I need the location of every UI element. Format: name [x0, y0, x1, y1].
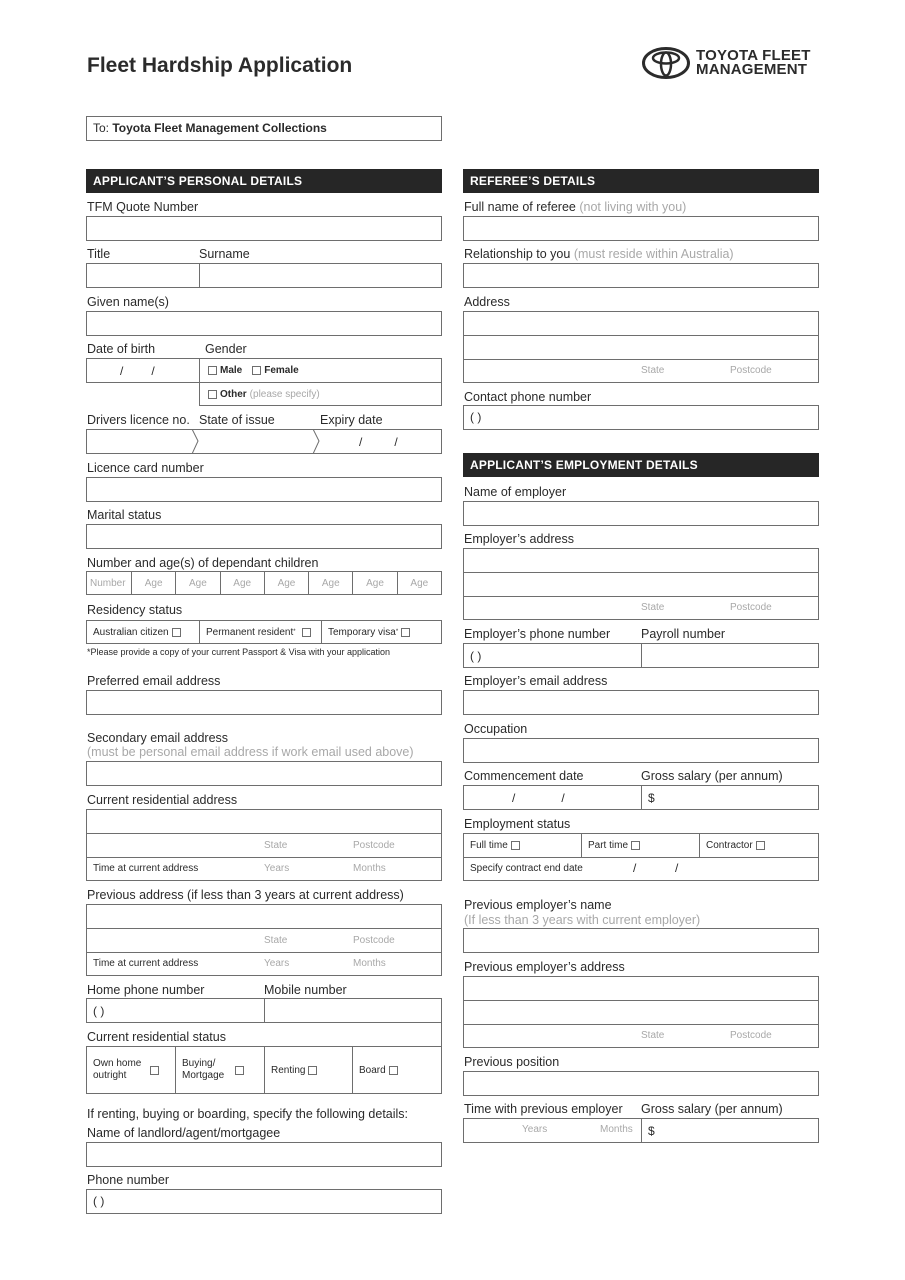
prev-employer-addr-line-2[interactable]	[464, 1000, 818, 1024]
dob-slash-1: /	[120, 363, 124, 378]
chevron-divider-icon	[311, 429, 321, 454]
logo-line-1: TOYOTA FLEET	[696, 47, 811, 64]
expiry-input[interactable]	[321, 430, 441, 453]
referee-name-hint: (not living with you)	[579, 200, 687, 214]
gender-male-checkbox[interactable]	[208, 366, 217, 375]
commencement-input[interactable]	[464, 786, 642, 809]
commencement-row	[463, 785, 819, 810]
mobile-input[interactable]	[265, 999, 441, 1022]
res-status-label: Current residential status	[87, 1030, 226, 1044]
expiry-slash-2: /	[394, 434, 398, 449]
prev-addr-line-2[interactable]	[87, 928, 441, 952]
residency-citizen-label: Australian citizen	[93, 626, 169, 638]
prev-position-label: Previous position	[464, 1055, 560, 1069]
state-hint: State	[641, 1030, 665, 1041]
state-hint: State	[641, 602, 665, 613]
referee-address-label: Address	[464, 295, 510, 309]
years-hint: Years	[264, 958, 290, 969]
section-header-employment: APPLICANT’S EMPLOYMENT DETAILS	[463, 453, 819, 477]
employer-phone-label: Employer’s phone number	[464, 627, 611, 641]
months-hint: Months	[353, 863, 386, 874]
pref-email-input[interactable]	[86, 690, 442, 715]
toyota-logo	[642, 47, 811, 79]
prev-salary-label: Gross salary (per annum)	[641, 1102, 783, 1116]
current-addr-line-2[interactable]	[87, 833, 441, 857]
referee-name-label-row	[464, 200, 686, 214]
time-at-addr-label: Time at current address	[93, 958, 199, 969]
dob-input[interactable]	[86, 358, 200, 383]
postcode-hint: Postcode	[353, 935, 395, 946]
postcode-hint: Postcode	[730, 365, 772, 376]
res-status-own[interactable]	[87, 1047, 176, 1093]
emp-status-contractor[interactable]	[700, 834, 818, 857]
current-addr-line-1[interactable]	[87, 810, 441, 833]
expiry-label: Expiry date	[320, 413, 383, 427]
sec-email-label: Secondary email address	[87, 731, 229, 745]
res-status-renting[interactable]	[265, 1047, 353, 1093]
child-age-input[interactable]: Age	[176, 572, 220, 594]
res-status-renting-checkbox[interactable]	[308, 1066, 317, 1075]
state-hint: State	[264, 935, 288, 946]
child-age-input[interactable]: Age	[309, 572, 353, 594]
current-addr-label: Current residential address	[87, 793, 238, 807]
prev-addr-box	[86, 904, 442, 976]
recipient-name: Toyota Fleet Management Collections	[112, 121, 327, 135]
mobile-label: Mobile number	[264, 983, 347, 997]
marital-input[interactable]	[86, 524, 442, 549]
postcode-hint: Postcode	[730, 1030, 772, 1041]
gross-salary-input[interactable]: $	[648, 790, 655, 805]
residency-row	[86, 620, 442, 644]
res-status-board-label: Board	[359, 1064, 386, 1076]
gender-female-checkbox[interactable]	[252, 366, 261, 375]
prev-addr-line-1[interactable]	[87, 905, 441, 928]
prev-position-input[interactable]	[463, 1071, 819, 1096]
prev-employer-addr-line-3[interactable]	[464, 1024, 818, 1047]
licence-card-label: Licence card number	[87, 461, 204, 475]
relationship-label-row	[464, 247, 734, 261]
employer-addr-line-1[interactable]	[464, 549, 818, 572]
current-addr-time-row[interactable]	[87, 857, 441, 880]
contract-end-row[interactable]	[464, 858, 818, 880]
occupation-input[interactable]	[463, 738, 819, 763]
home-phone-input[interactable]: ( )	[87, 999, 265, 1022]
recipient-prefix: To:	[93, 121, 110, 135]
prev-time-row	[463, 1118, 819, 1143]
child-age-input[interactable]: Age	[353, 572, 397, 594]
gender-other-hint: (please specify)	[249, 388, 320, 400]
referee-address-line-1[interactable]	[464, 312, 818, 335]
employer-email-input[interactable]	[463, 690, 819, 715]
title-input[interactable]	[87, 264, 200, 287]
child-age-input[interactable]: Age	[410, 577, 429, 589]
postcode-hint: Postcode	[353, 840, 395, 851]
emp-status-parttime[interactable]	[582, 834, 700, 857]
relationship-hint: (must reside within Australia)	[573, 247, 734, 261]
child-age-input[interactable]: Age	[265, 572, 309, 594]
prev-employer-addr-box	[463, 976, 819, 1048]
gender-label: Gender	[205, 342, 247, 356]
renting-note: If renting, buying or boarding, specify the following details:	[87, 1107, 409, 1121]
residency-note: *Please provide a copy of your current Passport & Visa with your application	[87, 647, 390, 657]
fulltime-label: Full time	[470, 840, 508, 851]
surname-input[interactable]	[200, 264, 441, 287]
commencement-label: Commencement date	[464, 769, 584, 783]
licence-no-label: Drivers licence no.	[87, 413, 190, 427]
licence-row	[86, 429, 442, 454]
emp-status-box	[463, 833, 819, 881]
phones-row	[86, 998, 442, 1023]
given-names-label: Given name(s)	[87, 295, 169, 309]
res-status-buying-label: Buying/ Mortgage	[182, 1058, 225, 1081]
state-issue-label: State of issue	[199, 413, 275, 427]
landlord-label: Name of landlord/agent/mortgagee	[87, 1126, 281, 1140]
licence-card-input[interactable]	[86, 477, 442, 502]
landlord-input[interactable]	[86, 1142, 442, 1167]
years-hint: Years	[264, 863, 290, 874]
months-hint: Months	[600, 1124, 633, 1135]
toyota-emblem-icon	[642, 47, 690, 79]
residency-option-citizen[interactable]	[87, 621, 200, 643]
residency-citizen-checkbox[interactable]	[172, 628, 181, 637]
months-hint: Months	[353, 958, 386, 969]
employer-addr-line-3[interactable]	[464, 596, 818, 619]
employer-name-label: Name of employer	[464, 485, 567, 499]
employer-addr-label: Employer’s address	[464, 532, 575, 546]
current-addr-box	[86, 809, 442, 881]
contractor-checkbox[interactable]	[756, 841, 765, 850]
prev-employer-addr-label: Previous employer’s address	[464, 960, 625, 974]
pref-email-label: Preferred email address	[87, 674, 221, 688]
tfm-quote-input[interactable]	[86, 216, 442, 241]
prev-employer-hint: (If less than 3 years with current employer)	[464, 913, 701, 927]
res-status-own-checkbox[interactable]	[150, 1066, 159, 1075]
landlord-phone-input[interactable]: ( )	[86, 1189, 442, 1214]
employer-email-label: Employer’s email address	[464, 674, 608, 688]
gender-other-checkbox[interactable]	[208, 390, 217, 399]
gross-salary-label: Gross salary (per annum)	[641, 769, 783, 783]
prev-employer-addr-line-1[interactable]	[464, 977, 818, 1000]
res-status-own-label: Own home outright	[93, 1058, 142, 1081]
children-number-input[interactable]: Number	[87, 572, 132, 594]
employer-phone-row	[463, 643, 819, 668]
residency-permanent-label: Permanent resident	[206, 626, 294, 638]
residency-temporary-label: Temporary visa	[328, 626, 396, 638]
gender-box	[199, 358, 442, 406]
sec-email-input[interactable]	[86, 761, 442, 786]
relationship-input[interactable]	[463, 263, 819, 288]
surname-label: Surname	[199, 247, 250, 261]
fulltime-checkbox[interactable]	[511, 841, 520, 850]
res-status-renting-label: Renting	[271, 1064, 306, 1076]
commencement-slash-2: /	[561, 790, 565, 805]
referee-phone-input[interactable]: ( )	[463, 405, 819, 430]
res-status-board[interactable]	[353, 1047, 441, 1093]
employer-addr-box	[463, 548, 819, 620]
state-hint: State	[264, 840, 288, 851]
title-surname-row	[86, 263, 442, 288]
time-at-addr-label: Time at current address	[93, 863, 199, 874]
postcode-hint: Postcode	[730, 602, 772, 613]
licence-no-input[interactable]	[87, 430, 197, 453]
referee-phone-label: Contact phone number	[464, 390, 592, 404]
child-age-input[interactable]: Age	[132, 572, 176, 594]
title-label: Title	[87, 247, 111, 261]
referee-address-box	[463, 311, 819, 383]
residency-label: Residency status	[87, 603, 183, 617]
residency-option-temporary[interactable]: Temporary visa *	[322, 621, 441, 643]
section-header-personal: APPLICANT’S PERSONAL DETAILS	[86, 169, 442, 193]
dob-slash-2: /	[151, 363, 155, 378]
referee-name-label: Full name of referee	[464, 200, 576, 214]
prev-employer-input[interactable]	[463, 928, 819, 953]
gender-other-label: Other	[220, 388, 247, 400]
emp-status-label: Employment status	[464, 817, 571, 831]
child-age-input[interactable]: Age	[221, 572, 265, 594]
phone-label: Phone number	[87, 1173, 170, 1187]
residency-permanent-checkbox[interactable]	[302, 628, 311, 637]
expiry-slash-1: /	[359, 434, 363, 449]
occupation-label: Occupation	[464, 722, 528, 736]
tfm-quote-label: TFM Quote Number	[87, 200, 199, 214]
marital-label: Marital status	[87, 508, 162, 522]
children-label: Number and age(s) of dependant children	[87, 556, 319, 570]
res-status-buying-checkbox[interactable]	[235, 1066, 244, 1075]
children-row	[86, 571, 442, 595]
gender-female-label: Female	[264, 365, 299, 376]
referee-name-input[interactable]	[463, 216, 819, 241]
parttime-checkbox[interactable]	[631, 841, 640, 850]
prev-salary-input[interactable]: $	[648, 1123, 655, 1138]
prev-addr-time-row[interactable]	[87, 952, 441, 975]
payroll-input[interactable]	[642, 644, 818, 667]
employer-name-input[interactable]	[463, 501, 819, 526]
employer-phone-input[interactable]: ( )	[464, 644, 642, 667]
state-issue-input[interactable]	[199, 430, 314, 453]
residency-option-permanent[interactable]: Permanent resident *	[200, 621, 322, 643]
prev-addr-label: Previous address (if less than 3 years at current address)	[87, 888, 404, 902]
parttime-label: Part time	[588, 840, 629, 851]
gender-male-label: Male	[220, 365, 243, 376]
state-hint: State	[641, 365, 665, 376]
payroll-label: Payroll number	[641, 627, 726, 641]
dob-label: Date of birth	[87, 342, 156, 356]
referee-address-line-2[interactable]	[464, 335, 818, 359]
time-prev-input[interactable]	[464, 1119, 642, 1142]
home-phone-label: Home phone number	[87, 983, 205, 997]
res-status-buying[interactable]	[176, 1047, 265, 1093]
contractor-label: Contractor	[706, 840, 753, 851]
commencement-slash-1: /	[512, 790, 516, 805]
res-status-row	[86, 1046, 442, 1094]
logo-line-2: MANAGEMENT	[696, 61, 808, 78]
recipient-box	[86, 116, 442, 141]
page-title: Fleet Hardship Application	[87, 54, 353, 77]
relationship-label: Relationship to you	[464, 247, 571, 261]
referee-address-line-3[interactable]	[464, 359, 818, 382]
res-status-board-checkbox[interactable]	[389, 1066, 398, 1075]
prev-employer-label: Previous employer’s name	[464, 898, 612, 912]
contract-slash-1: /	[633, 861, 637, 875]
section-header-referee: REFEREE’S DETAILS	[463, 169, 819, 193]
years-hint: Years	[522, 1124, 548, 1135]
contract-slash-2: /	[675, 861, 679, 875]
sec-email-hint: (must be personal email address if work email used above)	[87, 745, 414, 759]
employer-addr-line-2[interactable]	[464, 572, 818, 596]
time-prev-label: Time with previous employer	[464, 1102, 623, 1116]
contract-end-label: Specify contract end date	[470, 863, 583, 874]
given-names-input[interactable]	[86, 311, 442, 336]
residency-temporary-checkbox[interactable]	[401, 628, 410, 637]
emp-status-fulltime[interactable]	[464, 834, 582, 857]
